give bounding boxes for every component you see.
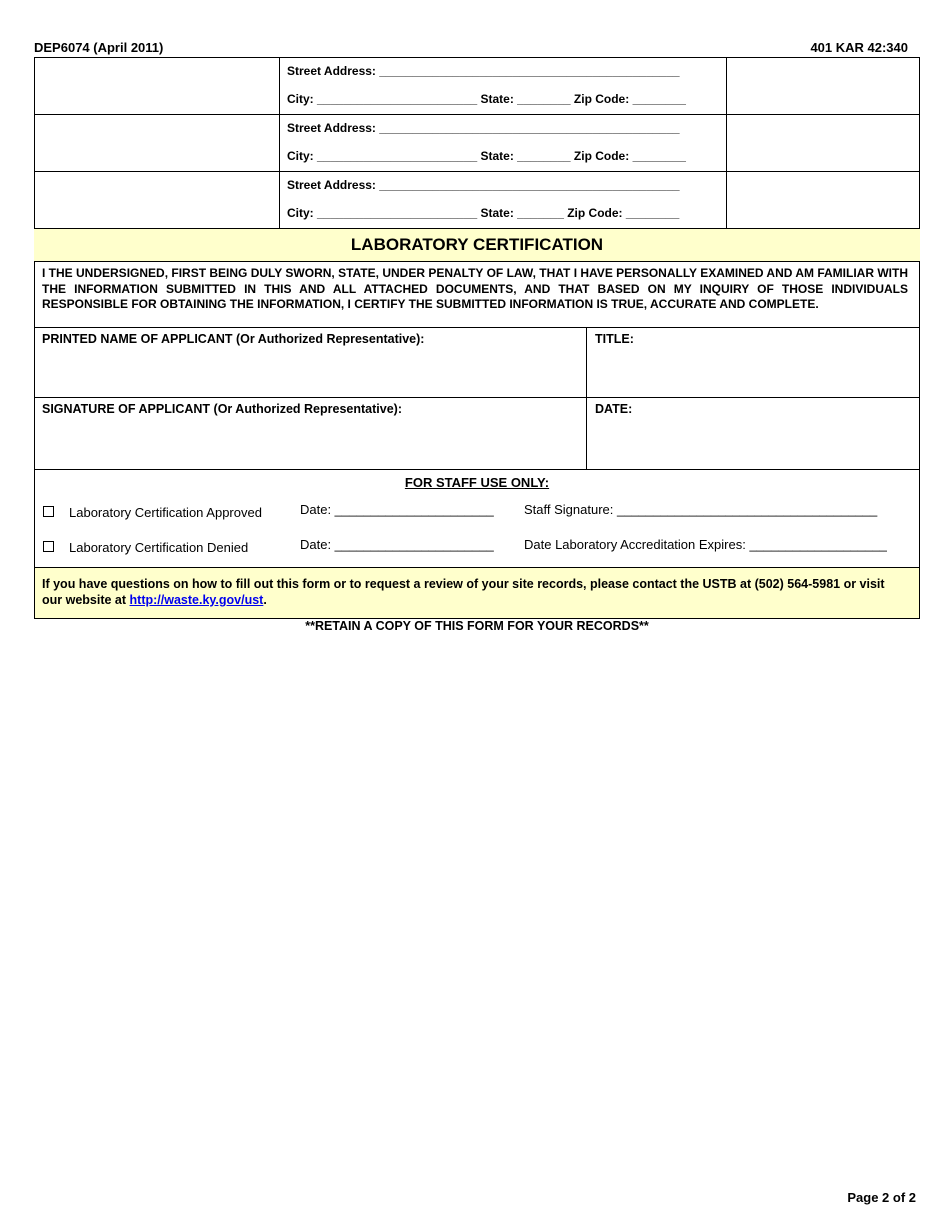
contact-info-text — [42, 576, 908, 608]
approved-date-field[interactable]: Date: ______________________ — [300, 502, 494, 517]
signature-field[interactable] — [35, 420, 585, 468]
approved-checkbox[interactable] — [43, 506, 54, 517]
retain-copy-notice: **RETAIN A COPY OF THIS FORM FOR YOUR RECORDS** — [305, 619, 649, 633]
declaration-divider — [34, 327, 920, 328]
form-id: DEP6074 (April 2011) — [34, 40, 164, 55]
city-state-zip-field-3[interactable]: City: ________________________ State: _______ Zip Code: ________ — [287, 206, 680, 220]
city-state-zip-field-2[interactable]: City: ________________________ State: ________ Zip Code: ________ — [287, 149, 686, 163]
street-address-field-2[interactable]: Street Address: _____________________________________________ — [287, 121, 680, 135]
certification-title: LABORATORY CERTIFICATION — [34, 229, 920, 261]
address-table-divider-right — [726, 57, 727, 229]
page-number: Page 2 of 2 — [847, 1190, 916, 1205]
denied-checkbox[interactable] — [43, 541, 54, 552]
street-address-field-1[interactable]: Street Address: _____________________________________________ — [287, 64, 680, 78]
date-label: DATE: — [595, 402, 633, 416]
denied-label: Laboratory Certification Denied — [69, 540, 249, 555]
name-signature-divider — [34, 397, 920, 398]
signature-label: SIGNATURE OF APPLICANT (Or Authorized Representative): — [42, 402, 402, 416]
regulation-number: 401 KAR 42:340 — [810, 40, 908, 55]
address-row-divider — [34, 114, 920, 115]
address-row-divider — [34, 171, 920, 172]
certification-declaration: I THE UNDERSIGNED, FIRST BEING DULY SWORN, STATE, UNDER PENALTY OF LAW, THAT I HAVE PERSONALLY EXAMINED AND AM FAMILIAR WITH THE INFORMATION SUBMITTED IN THIS AND ALL ATTACHED DOCUMENTS, AND THAT BASED ON MY INQUIRY OF THOSE INDIVIDUALS RESPONSIBLE FOR OBTAINING THE INFORMATION, I CERTIFY THE SUBMITTED INFORMATION IS TRUE, ACCURATE AND COMPLETE. — [42, 266, 908, 311]
date-field[interactable] — [587, 420, 919, 468]
street-address-field-3[interactable]: Street Address: _____________________________________________ — [287, 178, 680, 192]
approved-label: Laboratory Certification Approved — [69, 505, 262, 520]
website-link[interactable]: http://waste.ky.gov/ust — [129, 593, 264, 607]
contact-info-box — [34, 567, 920, 619]
printed-name-field[interactable] — [35, 350, 585, 396]
address-table-divider-left — [279, 57, 280, 229]
contact-info-period: . — [263, 593, 267, 607]
staff-signature-field[interactable]: Staff Signature: ____________________________________ — [524, 502, 878, 517]
staff-use-title: FOR STAFF USE ONLY: — [404, 475, 550, 490]
title-field[interactable] — [587, 350, 919, 396]
address-table — [34, 57, 920, 229]
denied-date-field[interactable]: Date: ______________________ — [300, 537, 494, 552]
printed-name-label: PRINTED NAME OF APPLICANT (Or Authorized Representative): — [42, 332, 425, 346]
title-label: TITLE: — [595, 332, 634, 346]
contact-info-message: If you have questions on how to fill out this form or to request a review of your site records, please contact the USTB at (502) 564-5981 or visit our website at — [42, 577, 885, 607]
certification-title-divider — [34, 261, 920, 262]
city-state-zip-field-1[interactable]: City: ________________________ State: ________ Zip Code: ________ — [287, 92, 686, 106]
accreditation-expires-field[interactable]: Date Laboratory Accreditation Expires: ___________________ — [524, 537, 887, 552]
